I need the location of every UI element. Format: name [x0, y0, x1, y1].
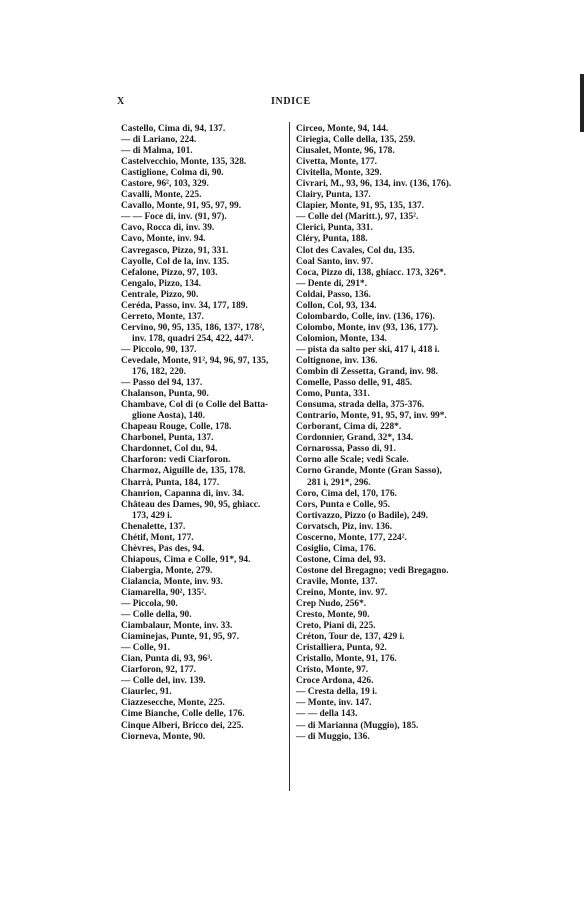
- index-entry: Cravile, Monte, 137.: [296, 576, 378, 587]
- index-entry: Cléry, Punta, 188.: [296, 234, 368, 245]
- index-entry: Croce Ardona, 426.: [296, 676, 374, 687]
- index-entry: Charmoz, Aiguille de, 135, 178.: [121, 466, 246, 477]
- index-entry: Creto, Piani di, 225.: [296, 621, 376, 632]
- index-entry: Colombo, Monte, inv (93, 136, 177).: [296, 322, 439, 333]
- index-entry: Castore, 96², 103, 329.: [121, 179, 209, 190]
- index-entry: Cialancia, Monte, inv. 93.: [121, 576, 223, 587]
- index-entry: Chapeau Rouge, Colle, 178.: [121, 422, 232, 433]
- index-entry: — di Lariano, 224.: [121, 135, 197, 146]
- page-number: X: [117, 96, 125, 107]
- index-entry: Colombardo, Colle, inv. (136, 176).: [296, 311, 435, 322]
- index-entry-continuation: inv. 178, quadri 254, 422, 447³.: [132, 333, 254, 344]
- index-entry: Cavallo, Monte, 91, 95, 97, 99.: [121, 201, 242, 212]
- index-entry: Ceréda, Passo, inv. 34, 177, 189.: [121, 300, 248, 311]
- index-entry: Consuma, strada della, 375-376.: [296, 400, 425, 411]
- index-entry: Combin di Zessetta, Grand, inv. 98.: [296, 367, 438, 378]
- index-entry: — Piccola, 90.: [121, 599, 178, 610]
- index-entry: Clerici, Punta, 331.: [296, 223, 373, 234]
- index-entry: Corvatsch, Piz, inv. 136.: [296, 521, 393, 532]
- index-entry: Ciabergia, Monte, 279.: [121, 565, 213, 576]
- index-entry: — Passo del 94, 137.: [121, 378, 203, 389]
- index-entry: Ciaurlec, 91.: [121, 687, 172, 698]
- index-entry: Ciamarella, 90², 135².: [121, 587, 207, 598]
- index-entry: Cristallo, Monte, 91, 176.: [296, 654, 397, 665]
- index-entry: Civitella, Monte, 329.: [296, 168, 382, 179]
- index-entry: Cefalone, Pizzo, 97, 103.: [121, 267, 218, 278]
- index-entry: Charforon: vedi Ciarforon.: [121, 455, 231, 466]
- index-entry: Ciambalaur, Monte, inv. 33.: [121, 621, 233, 632]
- index-entry: Ciriegia, Colle della, 135, 259.: [296, 135, 416, 146]
- index-entry: Coca, Pizzo di, 138, ghiacc. 173, 326*.: [296, 267, 446, 278]
- index-entry: Ciazzesecche, Monte, 225.: [121, 698, 225, 709]
- index-entry: Cavo, Rocca di, inv. 39.: [121, 223, 215, 234]
- index-entry: — Monte, inv. 147.: [296, 698, 372, 709]
- index-entry: Creino, Monte, inv. 97.: [296, 587, 388, 598]
- index-entry: — Cresta della, 19 i.: [296, 687, 378, 698]
- index-entry: Contrario, Monte, 91, 95, 97, inv. 99*.: [296, 411, 447, 422]
- index-entry: Civetta, Monte, 177.: [296, 157, 377, 168]
- index-entry: — Colle della, 90.: [121, 610, 192, 621]
- index-entry: Coro, Cima del, 170, 176.: [296, 488, 397, 499]
- index-entry: — — della 143.: [296, 709, 358, 720]
- index-entry: Civrari, M., 93, 96, 134, inv. (136, 176).: [296, 179, 452, 190]
- index-entry: — Colle, 91.: [121, 643, 170, 654]
- index-entry: Cavalli, Monte, 225.: [121, 190, 202, 201]
- index-entry-continuation: 173, 429 i.: [132, 510, 173, 521]
- index-entry: Cinque Alberi, Bricco dei, 225.: [121, 720, 244, 731]
- index-entry: — — Foce di, inv. (91, 97).: [121, 212, 227, 223]
- index-entry: — di Muggio, 136.: [296, 731, 370, 742]
- index-entry: Charbonel, Punta, 137.: [121, 433, 214, 444]
- index-entry: Ciarforon, 92, 177.: [121, 665, 197, 676]
- index-entry: Colomion, Monte, 134.: [296, 333, 387, 344]
- index-entry: — di Malma, 101.: [121, 146, 193, 157]
- index-entry-continuation: 176, 182, 220.: [132, 367, 186, 378]
- index-entry: — Piccolo, 90, 137.: [121, 344, 197, 355]
- left-index-column: [121, 124, 321, 743]
- index-entry: Cavregasco, Pizzo, 91, 331.: [121, 245, 229, 256]
- index-entry: Crep Nudo, 256*.: [296, 599, 367, 610]
- index-entry: Chèvres, Pas des, 94.: [121, 543, 205, 554]
- index-entry: — Colle del, inv. 139.: [121, 676, 206, 687]
- index-entry: Cors, Punta e Colle, 95.: [296, 499, 391, 510]
- index-entry: Cordonnier, Grand, 32*, 134.: [296, 433, 414, 444]
- index-entry: Cristo, Monte, 97.: [296, 665, 369, 676]
- index-entry: Clairy, Punta, 137.: [296, 190, 371, 201]
- index-entry: Chanrion, Capanna di, inv. 34.: [121, 488, 244, 499]
- page-header: [0, 96, 584, 108]
- index-entry: Cresto, Monte, 90.: [296, 610, 370, 621]
- index-entry: Coal Santo, inv. 97.: [296, 256, 374, 267]
- index-entry-continuation: glione Aosta), 140.: [132, 411, 205, 422]
- index-entry: Costone del Bregagno; vedi Bregagno.: [296, 565, 449, 576]
- index-entry: Chétif, Mont, 177.: [121, 532, 194, 543]
- index-entry: Chenalette, 137.: [121, 521, 186, 532]
- index-entry: Cervino, 90, 95, 135, 186, 137², 178²,: [121, 322, 265, 333]
- index-entry: Clapier, Monte, 91, 95, 135, 137.: [296, 201, 425, 212]
- index-entry: Cian, Punta di, 93, 96³.: [121, 654, 213, 665]
- index-entry: Cerreto, Monte, 137.: [121, 311, 204, 322]
- index-entry: Castelvecchio, Monte, 135, 328.: [121, 157, 247, 168]
- index-entry: Chalanson, Punta, 90.: [121, 389, 209, 400]
- index-entry: Chambave, Col di (o Colle del Batta-: [121, 400, 269, 411]
- index-entry: Costone, Cima del, 93.: [296, 554, 386, 565]
- index-entry: Corborant, Cima di, 228*.: [296, 422, 402, 433]
- index-entry: Cime Bianche, Colle delle, 176.: [121, 709, 245, 720]
- index-entry: Cortivazzo, Pizzo (o Badile), 249.: [296, 510, 428, 521]
- index-entry: Circeo, Monte, 94, 144.: [296, 124, 389, 134]
- index-entry: Ciaminejas, Punte, 91, 95, 97.: [121, 632, 239, 643]
- index-entry: Coldai, Passo, 136.: [296, 289, 371, 300]
- index-entry: Créton, Tour de, 137, 429 i.: [296, 632, 405, 643]
- right-index-column: [296, 124, 486, 743]
- index-entry: Coscerno, Monte, 177, 224².: [296, 532, 407, 543]
- index-entry: Coltignone, inv. 136.: [296, 355, 378, 366]
- index-entry: Cengalo, Pizzo, 134.: [121, 278, 201, 289]
- index-entry: Ciorneva, Monte, 90.: [121, 731, 206, 742]
- index-entry: Corno Grande, Monte (Gran Sasso),: [296, 466, 442, 477]
- index-entry: — Colle del (Maritt.), 97, 135².: [296, 212, 419, 223]
- index-entry: Ciusalet, Monte, 96, 178.: [296, 146, 395, 157]
- index-entry: Cavo, Monte, inv. 94.: [121, 234, 206, 245]
- index-entry: Collon, Col, 93, 134.: [296, 300, 377, 311]
- index-entry: — pista da salto per ski, 417 i, 418 i.: [296, 344, 440, 355]
- index-entry: Cosiglio, Cima, 176.: [296, 543, 376, 554]
- index-entry: — di Marianna (Muggio), 185.: [296, 720, 419, 731]
- index-entry: Clot des Cavales, Col du, 135.: [296, 245, 415, 256]
- index-entry: Centrale, Pizzo, 90.: [121, 289, 199, 300]
- index-entry: Cayolle, Col de la, inv. 135.: [121, 256, 230, 267]
- index-entry: Chardonnet, Col du, 94.: [121, 444, 218, 455]
- index-entry: Château des Dames, 90, 95, ghiacc.: [121, 499, 261, 510]
- page-title: INDICE: [271, 96, 311, 107]
- index-entry: Cevedale, Monte, 91², 94, 96, 97, 135,: [121, 355, 269, 366]
- index-entry: — Dente di, 291*.: [296, 278, 368, 289]
- index-entry-continuation: 281 i, 291*, 296.: [307, 477, 371, 488]
- index-entry: Como, Punta, 331.: [296, 389, 370, 400]
- index-entry: Castello, Cima di, 94, 137.: [121, 124, 226, 134]
- index-entry: Charrà, Punta, 184, 177.: [121, 477, 220, 488]
- column-divider: [289, 122, 290, 791]
- index-entry: Chiapous, Cima e Colle, 91*, 94.: [121, 554, 251, 565]
- index-entry: Corno alle Scale; vedi Scale.: [296, 455, 409, 466]
- index-entry: Comelle, Passo delle, 91, 485.: [296, 378, 413, 389]
- index-entry: Cornarossa, Passo di, 91.: [296, 444, 396, 455]
- index-entry: Cristalliera, Punta, 92.: [296, 643, 387, 654]
- index-entry: Castiglione, Colma di, 90.: [121, 168, 224, 179]
